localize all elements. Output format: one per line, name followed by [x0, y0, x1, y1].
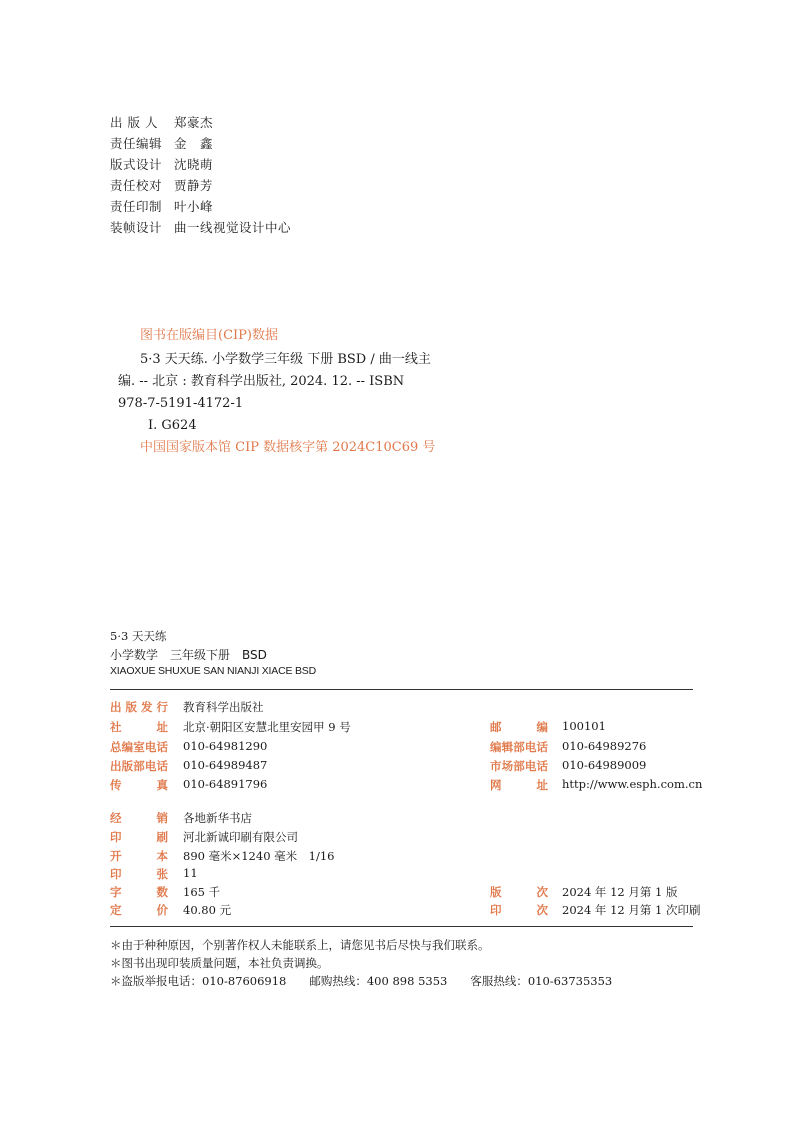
staff-row — [110, 113, 213, 131]
postcode-value: 100101 — [562, 719, 606, 733]
edition-value: 2024 年 12 月第 1 版 — [562, 885, 678, 899]
price-label: 定价 — [110, 903, 168, 917]
edition-label: 版次 — [490, 885, 548, 899]
editorial-phone-value: 010-64989276 — [562, 739, 647, 753]
staff-role: 版式设计 — [110, 157, 163, 172]
divider — [110, 926, 693, 927]
staff-row — [110, 218, 291, 236]
staff-role: 责任印制 — [110, 199, 163, 214]
staff-row — [110, 176, 213, 194]
sheets-label: 印张 — [110, 867, 168, 881]
printing-value: 2024 年 12 月第 1 次印刷 — [562, 903, 701, 917]
cip-heading: 图书在版编目(CIP)数据 — [140, 328, 278, 343]
publisher-value: 教育科学出版社 — [183, 700, 264, 714]
note-hotlines: ＊盗版举报电话：010-87606918 邮购热线：400 898 5353 客服热线：010-63735353 — [110, 974, 613, 988]
staff-row — [110, 134, 213, 152]
series-name: 5·3 天天练 — [110, 629, 167, 643]
price-value: 40.80 元 — [183, 903, 232, 917]
staff-row — [110, 155, 213, 173]
staff-name: 郑豪杰 — [174, 115, 214, 130]
cip-line: 5·3 天天练. 小学数学三年级 下册 BSD / 曲一线主 — [140, 352, 431, 367]
publisher-label: 出版发行 — [110, 700, 168, 714]
sheets-value: 11 — [183, 866, 198, 880]
printer-label: 印刷 — [110, 830, 168, 844]
distributor-label: 经销 — [110, 811, 168, 825]
publishing-phone-value: 010-64989487 — [183, 758, 268, 772]
printing-label: 印次 — [490, 903, 548, 917]
fax-value: 010-64891796 — [183, 777, 268, 791]
note-quality: ＊图书出现印装质量问题，本社负责调换。 — [110, 956, 329, 970]
staff-role: 责任校对 — [110, 178, 163, 193]
format-label: 开本 — [110, 849, 168, 863]
book-title: 小学数学 三年级下册 BSD — [110, 648, 267, 662]
cip-line: Ⅰ. G624 — [148, 418, 197, 433]
website-link[interactable]: http://www.esph.com.cn — [562, 777, 703, 791]
fax-label: 传真 — [110, 778, 168, 792]
note-contact: ＊由于种种原因，个别著作权人未能联系上，请您见书后尽快与我们联系。 — [110, 938, 490, 952]
postcode-label: 邮编 — [490, 720, 548, 734]
address-value: 北京·朝阳区安慧北里安园甲 9 号 — [183, 720, 351, 734]
staff-name: 金 鑫 — [174, 136, 214, 151]
words-label: 字数 — [110, 885, 168, 899]
office-phone-value: 010-64981290 — [183, 739, 268, 753]
cip-line: 978-7-5191-4172-1 — [118, 396, 244, 411]
staff-role: 装帧设计 — [110, 220, 163, 235]
book-pinyin: XIAOXUE SHUXUE SAN NIANJI XIACE BSD — [110, 665, 316, 677]
staff-name: 贾静芳 — [174, 178, 214, 193]
office-phone-label: 总编室电话 — [110, 740, 168, 754]
staff-role: 出 版 人 — [110, 115, 158, 130]
distributor-value: 各地新华书店 — [183, 811, 252, 825]
staff-name: 沈晓萌 — [174, 157, 214, 172]
cip-number: 中国国家版本馆 CIP 数据核字第 2024C10C69 号 — [140, 440, 436, 455]
divider — [110, 689, 693, 690]
words-value: 165 千 — [183, 885, 221, 899]
staff-row — [110, 197, 213, 215]
editorial-phone-label: 编辑部电话 — [490, 740, 548, 754]
address-label: 社址 — [110, 720, 168, 734]
printer-value: 河北新诚印刷有限公司 — [183, 830, 298, 844]
market-phone-value: 010-64989009 — [562, 758, 647, 772]
staff-role: 责任编辑 — [110, 136, 163, 151]
staff-name: 曲一线视觉设计中心 — [174, 220, 292, 235]
staff-name: 叶小峰 — [174, 199, 214, 214]
market-phone-label: 市场部电话 — [490, 759, 548, 773]
cip-line: 编. -- 北京 : 教育科学出版社, 2024. 12. -- ISBN — [118, 374, 405, 389]
publishing-phone-label: 出版部电话 — [110, 759, 168, 773]
website-label: 网址 — [490, 778, 548, 792]
format-value: 890 毫米×1240 毫米 1/16 — [183, 849, 335, 863]
